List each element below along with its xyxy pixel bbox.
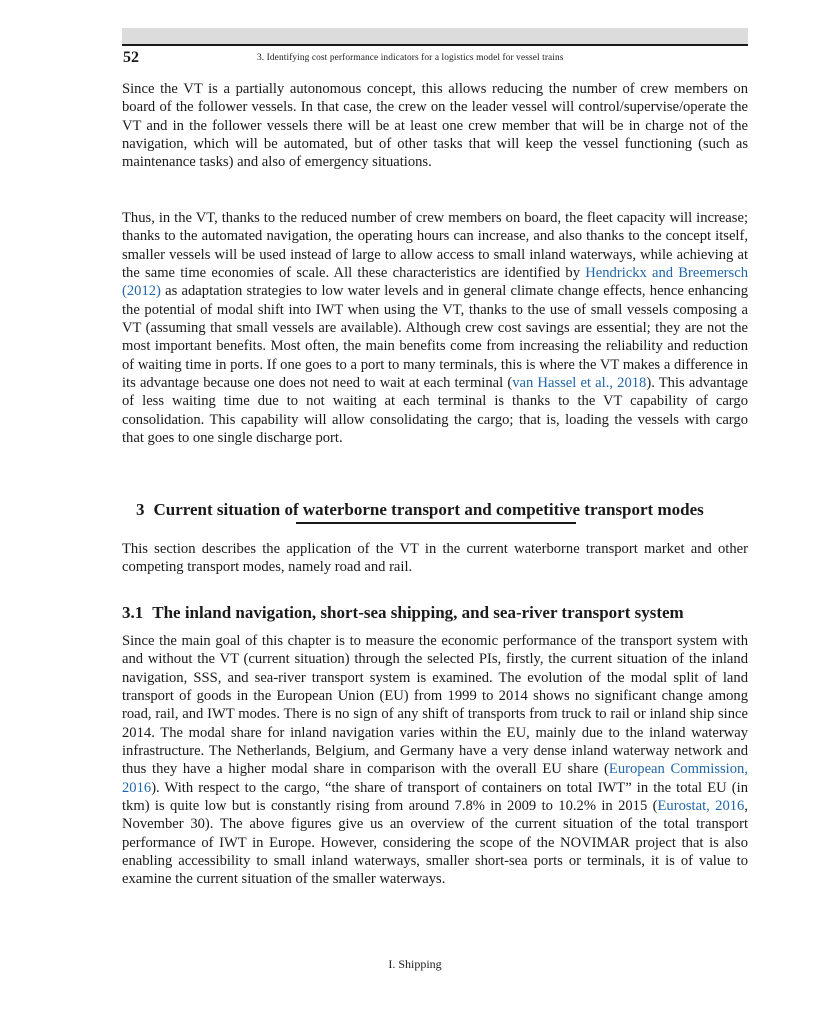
page-number: 52 [123, 49, 139, 66]
section-number: 3.1 [122, 603, 144, 622]
section-3-heading [136, 500, 756, 520]
citation-link-van-hassel[interactable]: van Hassel et al., 2018 [512, 375, 647, 392]
paragraph-crew-reduction [122, 80, 748, 172]
section-title-text: Current situation of waterborne transport and competitive transport modes [153, 500, 704, 519]
paragraph-inland-navigation [122, 632, 748, 889]
header-band [122, 28, 748, 45]
paragraph-section-3-intro [122, 540, 748, 577]
paragraph-segment: as adaptation strategies to low water levels and in general climate change effects, hence enhancing the potential of modal shift into IWT when using the VT, thanks to the use of small vessels composing a VT (assuming that small vessels are available). Although crew cost savings are essential; they are not the most important benefits. Most often, the main benefits come from increasing the reliability and reduction of waiting time in ports. If one goes to a port to many terminals, this is where the VT makes a difference in its advantage because one does not need to wait at each terminal ( [122, 283, 748, 392]
section-title-underline [296, 522, 576, 524]
paragraph-segment: ). This advantage of less waiting time due to not waiting at each terminal is thanks to the VT capability of cargo consolidation. This capability will allow consolidating the cargo; that is, loading the vessels with cargo that goes to one single discharge port. [122, 375, 748, 447]
citation-link-eurostat[interactable]: Eurostat, 2016 [657, 798, 745, 815]
paragraph-segment: ). With respect to the cargo, “the share of transport of containers on total IWT” in the total EU (in tkm) is quite low but is constantly rising from around 7.8% in 2009 to 10.2% in 2015 ( [122, 779, 748, 815]
paragraph-text: This section describes the application of the VT in the current waterborne transport market and other competing transport modes, namely road and rail. [122, 541, 748, 576]
section-3-title [136, 500, 756, 520]
section-title-text: The inland navigation, short-sea shipping, and sea-river transport system [152, 603, 684, 622]
section-3-1-title [122, 603, 748, 623]
citation-link-hendrickx[interactable]: Hendrickx and Breemersch (2012) [122, 265, 748, 300]
paragraph-vt-benefits [122, 209, 748, 447]
header-rule [122, 44, 748, 46]
paragraph-text [122, 632, 748, 889]
page-footer: I. Shipping [388, 957, 442, 971]
section-number: 3 [136, 500, 145, 519]
paragraph-segment: , November 30). The above figures give us an overview of the current situation of the total transport performance of IWT in Europe. However, considering the scope of the NOVIMAR project that is also enabling accessibility to small inland waterways, smaller short-sea ports or terminals, it is of value to examine the current situation of the smaller waterways. [122, 798, 748, 888]
paragraph-text: Since the VT is a partially autonomous concept, this allows reducing the number of crew members on board of the follower vessels. In that case, the crew on the leader vessel will control/supervise/operate the VT and in the follower vessels there will be at least one crew member that will be in charge not of the navigation, which will be automated, but of other tasks that will keep the vessel functioning (such as maintenance tasks) and also of emergency situations. [122, 81, 748, 171]
paragraph-segment: Thus, in the VT, thanks to the reduced number of crew members on board, the fleet capacity will increase; thanks to the automated navigation, the operating hours can increase, and also thanks to the concept itself, smaller vessels will be used instead of large to allow access to small inland waterways, while achieving at the same time economies of scale. All these characteristics are identified by [122, 210, 748, 282]
running-head: 3. Identifying cost performance indicators for a logistics model for vessel trains [257, 53, 564, 63]
paragraph-text [122, 209, 748, 447]
paragraph-segment: Since the main goal of this chapter is to measure the economic performance of the transport system with and without the VT (current situation) through the selected PIs, firstly, the current situation of the inland navigation, SSS, and sea-river transport system is examined. The evolution of the modal split of land transport of goods in the European Union (EU) from 1999 to 2014 shows no significant change among road, rail, and IWT modes. There is no sign of any shift of transports from truck to rail or inland ship since 2014. The modal share for inland navigation varies within the EU, mainly due to the inland waterway infrastructure. The Netherlands, Belgium, and Germany have a very dense inland waterway network and thus they have a higher modal share in comparison with the overall EU share ( [122, 633, 748, 778]
section-3-1-heading [122, 603, 748, 623]
citation-link-european-commission[interactable]: European Commission, 2016 [122, 761, 748, 796]
